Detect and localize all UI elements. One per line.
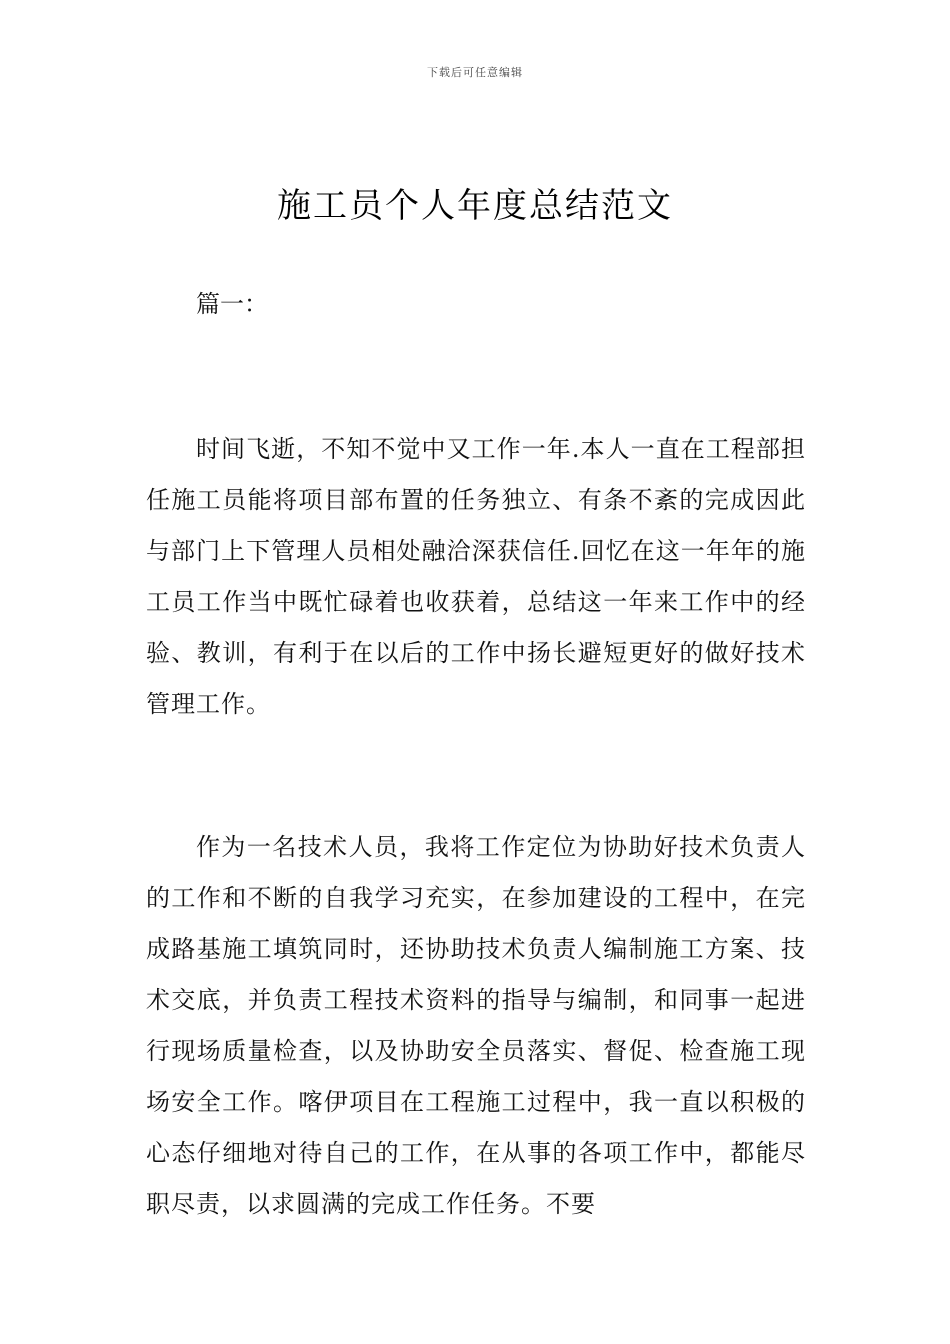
header-note: 下载后可任意编辑 — [427, 66, 523, 79]
body-paragraph-2: 作为一名技术人员，我将工作定位为协助好技术负责人的工作和不断的自我学习充实，在参加建设的工程中，在完成路基施工填筑同时，还协助技术负责人编制施工方案、技术交底，并负责工程技术资料的指导与编制，和同事一起进行现场质量检查，以及协助安全员落实、督促、检查施工现场安全工作。喀伊项目在工程施工过程中，我一直以积极的心态仔细地对待自己的工作，在从事的各项工作中，都能尽职尽责，以求圆满的完成工作任务。不要 — [146, 833, 806, 1218]
section-label: 篇一： — [196, 290, 268, 318]
body-paragraph-1: 时间飞逝，不知不觉中又工作一年.本人一直在工程部担任施工员能将项目部布置的任务独立、有条不紊的完成因此与部门上下管理人员相处融洽深获信任.回忆在这一年年的施工员工作当中既忙碌着也收获着，总结这一年来工作中的经验、教训，有利于在以后的工作中扬长避短更好的做好技术管理工作。 — [146, 435, 806, 718]
document-title: 施工员个人年度总结范文 — [277, 186, 673, 226]
